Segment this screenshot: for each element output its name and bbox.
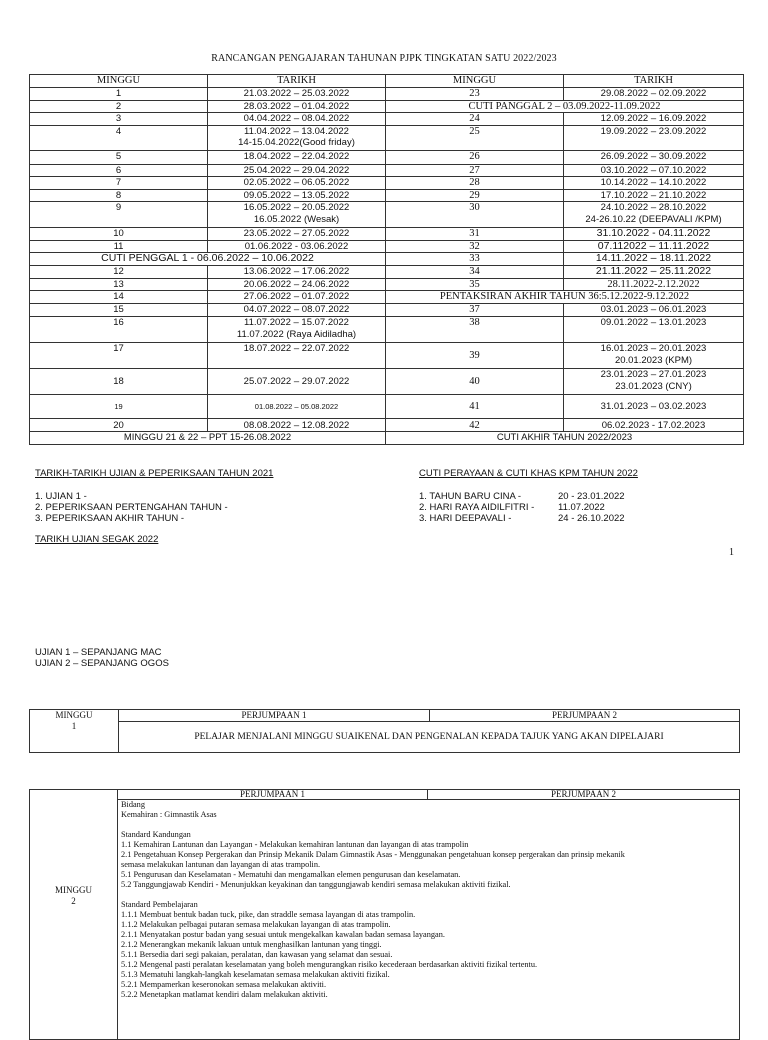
week-cell: 10 (30, 228, 208, 241)
date-cell: 09.05.2022 – 13.05.2022 (208, 189, 386, 202)
week-cell: 18 (30, 369, 208, 395)
schedule-row (30, 317, 744, 343)
date-cell: 23.05.2022 – 27.05.2022 (208, 228, 386, 241)
date-cell: 13.06.2022 – 17.06.2022 (208, 266, 386, 279)
week-cell: 24 (386, 113, 564, 126)
date-cell: 18.04.2022 – 22.04.2022 (208, 150, 386, 164)
schedule-row (30, 125, 744, 150)
date-cell (208, 202, 386, 228)
date-cell: 25.04.2022 – 29.04.2022 (208, 164, 386, 177)
date-cell (564, 202, 744, 228)
date-cell (208, 125, 386, 150)
date-cell: 03.10.2022 – 07.10.2022 (564, 164, 744, 177)
week-cell: 14 (30, 291, 208, 304)
schedule-row (30, 278, 744, 291)
date-cell: 14.11.2022 – 18.11.2022 (564, 253, 744, 266)
content-line: 5.1.3 Mematuhi langkah-langkah keselamatan semasa melakukan aktiviti fizikal. (121, 970, 390, 979)
week-cell: 12 (30, 266, 208, 279)
content-line: Bidang (121, 800, 145, 809)
content-line: 1.1.1 Membuat bentuk badan tuck, pike, dan straddle semasa layangan di atas trampolin. (121, 910, 416, 919)
content-line: 5.2 Tanggungjawab Kendiri - Menunjukkan keyakinan dan tanggungjawab kendiri semasa melakukan aktiviti fizikal. (121, 880, 511, 889)
holiday-date: 24 - 26.10.2022 (558, 513, 625, 524)
week-cell: 30 (386, 202, 564, 228)
date-cell: 19.09.2022 – 23.09.2022 (564, 125, 744, 150)
header-tarikh-2: TARIKH (564, 75, 744, 88)
date-cell: 06.02.2023 - 17.02.2023 (564, 419, 744, 432)
week2-perjumpaan-2: PERJUMPAAN 2 (428, 790, 740, 800)
week-cell: 19 (30, 395, 208, 419)
content-line: 2.1.2 Menerangkan mekanik lakuan untuk menghasilkan lantunan yang tinggi. (121, 940, 382, 949)
date-cell (564, 369, 744, 395)
holiday-span-cell: CUTI PANGGAL 2 – 03.09.2022-11.09.2022 (386, 100, 744, 113)
header-minggu-2: MINGGU (386, 75, 564, 88)
schedule-row (30, 202, 744, 228)
date-cell: 21.11.2022 – 25.11.2022 (564, 266, 744, 279)
exams-heading: TARIKH-TARIKH UJIAN & PEPERIKSAAN TAHUN 2021 (35, 468, 274, 479)
date-cell: 03.01.2023 – 06.01.2023 (564, 304, 744, 317)
schedule-row (30, 395, 744, 419)
content-line: semasa melakukan lantunan dan layangan di atas trampolin. (121, 860, 321, 869)
date-text: 16.01.2023 – 20.01.2023 (600, 343, 707, 354)
week2-label-cell (30, 790, 118, 1040)
week-cell: 27 (386, 164, 564, 177)
week-cell: 7 (30, 177, 208, 190)
content-line: 1.1 Kemahiran Lantunan dan Layangan - Melakukan kemahiran lantunan dan layangan di atas trampolin (121, 840, 469, 849)
date-cell: 08.08.2022 – 12.08.2022 (208, 419, 386, 432)
date-cell: 01.08.2022 – 05.08.2022 (208, 395, 386, 419)
schedule-row (30, 291, 744, 304)
date-cell: 21.03.2022 – 25.03.2022 (208, 88, 386, 101)
schedule-row (30, 113, 744, 126)
date-cell (208, 317, 386, 343)
week-cell: 28 (386, 177, 564, 190)
week-cell: 40 (386, 369, 564, 395)
date-cell (564, 343, 744, 369)
date-cell: 26.09.2022 – 30.09.2022 (564, 150, 744, 164)
date-cell: 10.14.2022 – 14.10.2022 (564, 177, 744, 190)
content-line: Kemahiran : Gimnastik Asas (121, 810, 217, 819)
date-cell: 04.04.2022 – 08.04.2022 (208, 113, 386, 126)
week-cell: 32 (386, 240, 564, 253)
schedule-row (30, 164, 744, 177)
content-line: 5.2.2 Menetapkan matlamat kendiri dalam melakukan aktiviti. (121, 990, 328, 999)
content-line: 5.1 Pengurusan dan Keselamatan - Mematuhi dan mengamalkan elemen pengurusan dan keselamatan. (121, 870, 461, 879)
week-cell: 37 (386, 304, 564, 317)
week-cell: 5 (30, 150, 208, 164)
date-cell: 20.06.2022 – 24.06.2022 (208, 278, 386, 291)
holiday-span-cell: CUTI PENGGAL 1 - 06.06.2022 – 10.06.2022 (30, 253, 386, 266)
content-line: 2.1 Pengetahuan Konsep Pergerakan dan Prinsip Mekanik Dalam Gimnastik Asas - Menggunakan pengetahuan konsep pergerakan dan prinsip mekanik (121, 850, 625, 859)
week-cell: 31 (386, 228, 564, 241)
date-cell: 25.07.2022 – 29.07.2022 (208, 369, 386, 395)
week2-table (29, 789, 740, 1040)
date-cell: 29.08.2022 – 02.09.2022 (564, 88, 744, 101)
date-cell: 01.06.2022 - 03.06.2022 (208, 240, 386, 253)
date-text: 11.04.2022 – 13.04.2022 (244, 125, 349, 137)
content-line (121, 890, 736, 900)
holiday-span-cell: PENTAKSIRAN AKHIR TAHUN 36:5.12.2022-9.12.2022 (386, 291, 744, 304)
exam-item: 3. PEPERIKSAAN AKHIR TAHUN - (35, 513, 185, 524)
holiday-name: 1. TAHUN BARU CINA - (419, 491, 522, 502)
schedule-table (29, 74, 744, 445)
segak-item: UJIAN 1 – SEPANJANG MAC (35, 647, 162, 658)
segak-item: UJIAN 2 – SEPANJANG OGOS (35, 658, 169, 669)
week-cell: 6 (30, 164, 208, 177)
week-cell: 11 (30, 240, 208, 253)
content-line: Standard Pembelajaran (121, 900, 198, 909)
content-line: 5.1.2 Mengenal pasti peralatan keselamatan yang boleh mengurangkan risiko kecederaan berdasarkan aktiviti fizikal tertentu. (121, 960, 538, 969)
week-cell: 29 (386, 189, 564, 202)
week1-table (29, 709, 740, 753)
week1-minggu: MINGGU (55, 710, 93, 720)
week-cell: 17 (30, 343, 208, 369)
content-line: 5.1.1 Bersedia dari segi pakaian, peralatan, dan kawasan yang selamat dan sesuai. (121, 950, 393, 959)
date-cell: 09.01.2022 – 13.01.2023 (564, 317, 744, 343)
header-tarikh-1: TARIKH (208, 75, 386, 88)
exam-item: 2. PEPERIKSAAN PERTENGAHAN TAHUN - (35, 502, 228, 513)
holiday-span-cell: CUTI AKHIR TAHUN 2022/2023 (386, 432, 744, 445)
week1-description: PELAJAR MENJALANI MINGGU SUAIKENAL DAN PENGENALAN KEPADA TAJUK YANG AKAN DIPELAJARI (119, 722, 740, 753)
schedule-row (30, 266, 744, 279)
week-cell: 8 (30, 189, 208, 202)
date-text: 16.05.2022 – 20.05.2022 (243, 202, 350, 213)
date-note: 24-26.10.22 (DEEPAVALI /KPM) (585, 213, 722, 225)
week-cell: 42 (386, 419, 564, 432)
week-cell: 9 (30, 202, 208, 228)
date-cell: 12.09.2022 – 16.09.2022 (564, 113, 744, 126)
date-cell: 04.07.2022 – 08.07.2022 (208, 304, 386, 317)
schedule-row (30, 343, 744, 369)
schedule-row (30, 432, 744, 445)
date-text: 23.01.2023 – 27.01.2023 (600, 369, 707, 380)
week-cell: 2 (30, 100, 208, 113)
week-cell: 13 (30, 278, 208, 291)
holidays-heading: CUTI PERAYAAN & CUTI KHAS KPM TAHUN 2022 (419, 468, 638, 479)
holiday-name: 2. HARI RAYA AIDILFITRI - (419, 502, 535, 513)
content-line: 1.1.2 Melakukan pelbagai putaran semasa melakukan layangan di atas trampolin. (121, 920, 391, 929)
week-cell: 15 (30, 304, 208, 317)
holiday-date: 20 - 23.01.2022 (558, 491, 625, 502)
week-cell: 39 (386, 343, 564, 369)
schedule-row (30, 189, 744, 202)
date-cell: 07.112022 – 11.11.2022 (564, 240, 744, 253)
date-cell: 28.03.2022 – 01.04.2022 (208, 100, 386, 113)
holiday-name: 3. HARI DEEPAVALI - (419, 513, 512, 524)
week1-label-cell (30, 710, 119, 753)
segak-heading: TARIKH UJIAN SEGAK 2022 (35, 534, 159, 545)
date-cell: 28.11.2022-2.12.2022 (564, 278, 744, 291)
date-cell: 17.10.2022 – 21.10.2022 (564, 189, 744, 202)
date-note: 11.07.2022 (Raya Aidiladha) (236, 328, 357, 340)
week1-perjumpaan-2: PERJUMPAAN 2 (430, 710, 740, 722)
date-cell: 02.05.2022 – 06.05.2022 (208, 177, 386, 190)
schedule-row (30, 100, 744, 113)
date-text: 11.07.2022 – 15.07.2022 (244, 317, 349, 328)
week-cell: 41 (386, 395, 564, 419)
week2-number: 2 (71, 895, 76, 906)
date-text: 24.10.2022 – 28.10.2022 (600, 202, 707, 213)
schedule-row (30, 253, 744, 266)
schedule-row (30, 228, 744, 241)
schedule-row (30, 369, 744, 395)
schedule-header-row (30, 75, 744, 88)
week-cell: 1 (30, 88, 208, 101)
week2-content (118, 800, 740, 1040)
week2-perjumpaan-1: PERJUMPAAN 1 (118, 790, 428, 800)
document-title: RANCANGAN PENGAJARAN TAHUNAN PJPK TINGKATAN SATU 2022/2023 (211, 53, 557, 64)
date-note: 23.01.2023 (CNY) (615, 380, 692, 392)
week-cell: 26 (386, 150, 564, 164)
schedule-row (30, 177, 744, 190)
week-cell: 23 (386, 88, 564, 101)
schedule-row (30, 150, 744, 164)
holiday-date: 11.07.2022 (558, 502, 605, 513)
week-cell: 33 (386, 253, 564, 266)
date-note: 16.05.2022 (Wesak) (253, 213, 340, 225)
schedule-row (30, 419, 744, 432)
week1-perjumpaan-1: PERJUMPAAN 1 (119, 710, 430, 722)
week-cell: 34 (386, 266, 564, 279)
date-cell: 31.10.2022 - 04.11.2022 (564, 228, 744, 241)
week-cell: 20 (30, 419, 208, 432)
content-line: 5.2.1 Mempamerkan keseronokan semasa melakukan aktiviti. (121, 980, 327, 989)
week-cell: 4 (30, 125, 208, 150)
schedule-row (30, 240, 744, 253)
date-cell: 27.06.2022 – 01.07.2022 (208, 291, 386, 304)
week1-number: 1 (71, 721, 77, 731)
week-cell: 38 (386, 317, 564, 343)
content-line (121, 820, 736, 830)
week-cell: 35 (386, 278, 564, 291)
week2-minggu: MINGGU (55, 884, 92, 895)
week-cell: 25 (386, 125, 564, 150)
schedule-row (30, 304, 744, 317)
exam-item: 1. UJIAN 1 - (35, 491, 87, 502)
content-line: 2.1.1 Menyatakan postur badan yang sesuai untuk mengekalkan kawalan badan semasa layangan. (121, 930, 445, 939)
date-note: 20.01.2023 (KPM) (614, 354, 693, 366)
content-line: Standard Kandungan (121, 830, 191, 839)
header-minggu-1: MINGGU (30, 75, 208, 88)
page-number: 1 (729, 547, 734, 558)
date-cell: 18.07.2022 – 22.07.2022 (208, 343, 386, 369)
date-cell: 31.01.2023 – 03.02.2023 (564, 395, 744, 419)
week-cell: 3 (30, 113, 208, 126)
date-note: 14-15.04.2022(Good friday) (238, 137, 355, 148)
holiday-span-cell: MINGGU 21 & 22 – PPT 15-26.08.2022 (30, 432, 386, 445)
schedule-row (30, 88, 744, 101)
week-cell: 16 (30, 317, 208, 343)
